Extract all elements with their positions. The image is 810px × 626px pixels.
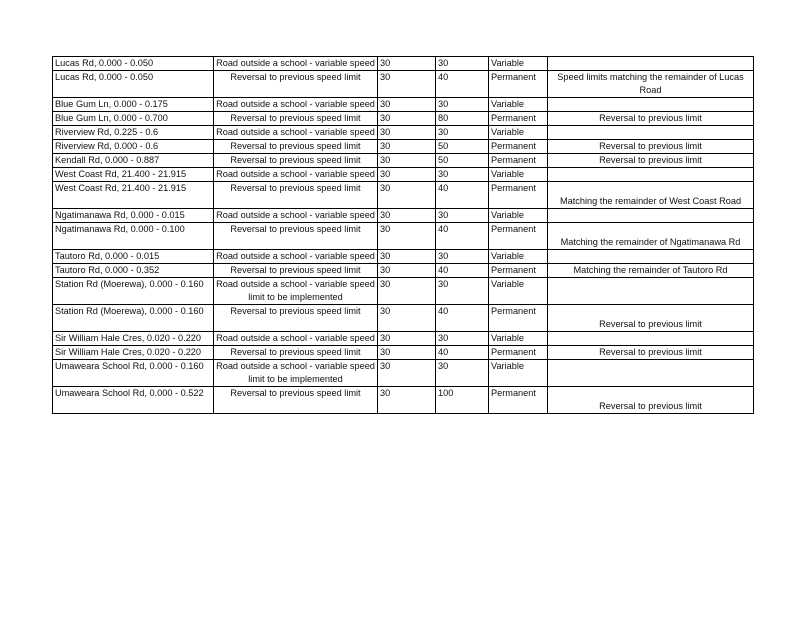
limit-category: Variable (489, 332, 548, 346)
limit-category: Variable (489, 126, 548, 140)
road-section: Tautoro Rd, 0.000 - 0.352 (53, 264, 214, 278)
limit-category: Variable (489, 250, 548, 264)
table-row (53, 209, 754, 223)
change-type: Road outside a school - variable speed (214, 332, 378, 346)
note: Speed limits matching the remainder of Lucas Road (548, 71, 754, 98)
change-type: Road outside a school - variable speed (214, 98, 378, 112)
table-row (53, 168, 754, 182)
table-row (53, 278, 754, 305)
limit-category: Permanent (489, 71, 548, 98)
proposed-speed: 30 (436, 126, 489, 140)
note (548, 126, 754, 140)
change-type: Road outside a school - variable speed (214, 209, 378, 223)
current-speed: 30 (378, 98, 436, 112)
note: Reversal to previous limit (548, 346, 754, 360)
change-type: Reversal to previous speed limit (214, 71, 378, 98)
change-type: Road outside a school - variable speed limit to be implemented (214, 360, 378, 387)
note: Matching the remainder of West Coast Road (548, 182, 754, 209)
proposed-speed: 30 (436, 98, 489, 112)
current-speed: 30 (378, 332, 436, 346)
table-row (53, 182, 754, 209)
note (548, 332, 754, 346)
limit-category: Variable (489, 209, 548, 223)
limit-category: Permanent (489, 140, 548, 154)
table-row (53, 250, 754, 264)
note (548, 278, 754, 305)
limit-category: Variable (489, 98, 548, 112)
change-type: Reversal to previous speed limit (214, 223, 378, 250)
proposed-speed: 50 (436, 140, 489, 154)
current-speed: 30 (378, 182, 436, 209)
limit-category: Variable (489, 360, 548, 387)
proposed-speed: 30 (436, 168, 489, 182)
current-speed: 30 (378, 264, 436, 278)
proposed-speed: 40 (436, 182, 489, 209)
table-row (53, 57, 754, 71)
change-type: Road outside a school - variable speed (214, 126, 378, 140)
proposed-speed: 40 (436, 305, 489, 332)
note (548, 360, 754, 387)
table-row (53, 387, 754, 414)
proposed-speed: 40 (436, 346, 489, 360)
change-type: Road outside a school - variable speed limit to be implemented (214, 278, 378, 305)
table-row (53, 332, 754, 346)
limit-category: Permanent (489, 182, 548, 209)
current-speed: 30 (378, 278, 436, 305)
note: Reversal to previous limit (548, 387, 754, 414)
current-speed: 30 (378, 112, 436, 126)
table-row (53, 305, 754, 332)
road-section: Station Rd (Moerewa), 0.000 - 0.160 (53, 278, 214, 305)
change-type: Road outside a school - variable speed (214, 168, 378, 182)
road-section: Station Rd (Moerewa), 0.000 - 0.160 (53, 305, 214, 332)
road-section: Riverview Rd, 0.225 - 0.6 (53, 126, 214, 140)
limit-category: Permanent (489, 346, 548, 360)
note (548, 98, 754, 112)
change-type: Reversal to previous speed limit (214, 346, 378, 360)
limit-category: Permanent (489, 305, 548, 332)
road-section: Umaweara School Rd, 0.000 - 0.522 (53, 387, 214, 414)
limit-category: Permanent (489, 112, 548, 126)
note: Matching the remainder of Ngatimanawa Rd (548, 223, 754, 250)
note (548, 168, 754, 182)
road-section: Lucas Rd, 0.000 - 0.050 (53, 71, 214, 98)
change-type: Road outside a school - variable speed (214, 250, 378, 264)
limit-category: Variable (489, 278, 548, 305)
proposed-speed: 30 (436, 250, 489, 264)
proposed-speed: 40 (436, 71, 489, 98)
current-speed: 30 (378, 209, 436, 223)
limit-category: Permanent (489, 387, 548, 414)
proposed-speed: 30 (436, 278, 489, 305)
proposed-speed: 80 (436, 112, 489, 126)
proposed-speed: 40 (436, 223, 489, 250)
table-row (53, 140, 754, 154)
change-type: Reversal to previous speed limit (214, 264, 378, 278)
current-speed: 30 (378, 154, 436, 168)
current-speed: 30 (378, 360, 436, 387)
current-speed: 30 (378, 250, 436, 264)
change-type: Reversal to previous speed limit (214, 387, 378, 414)
current-speed: 30 (378, 168, 436, 182)
road-section: Blue Gum Ln, 0.000 - 0.175 (53, 98, 214, 112)
limit-category: Permanent (489, 264, 548, 278)
road-section: Blue Gum Ln, 0.000 - 0.700 (53, 112, 214, 126)
limit-category: Variable (489, 168, 548, 182)
table-row (53, 223, 754, 250)
change-type: Road outside a school - variable speed (214, 57, 378, 71)
table-row (53, 71, 754, 98)
table-row (53, 264, 754, 278)
road-section: Ngatimanawa Rd, 0.000 - 0.015 (53, 209, 214, 223)
road-section: Ngatimanawa Rd, 0.000 - 0.100 (53, 223, 214, 250)
current-speed: 30 (378, 387, 436, 414)
current-speed: 30 (378, 126, 436, 140)
change-type: Reversal to previous speed limit (214, 112, 378, 126)
note (548, 209, 754, 223)
table-row (53, 346, 754, 360)
proposed-speed: 30 (436, 360, 489, 387)
note (548, 250, 754, 264)
current-speed: 30 (378, 346, 436, 360)
current-speed: 30 (378, 57, 436, 71)
proposed-speed: 30 (436, 332, 489, 346)
road-section: West Coast Rd, 21.400 - 21.915 (53, 168, 214, 182)
note: Reversal to previous limit (548, 140, 754, 154)
limit-category: Permanent (489, 223, 548, 250)
road-section: Sir William Hale Cres, 0.020 - 0.220 (53, 332, 214, 346)
road-section: Tautoro Rd, 0.000 - 0.015 (53, 250, 214, 264)
table-row (53, 112, 754, 126)
current-speed: 30 (378, 71, 436, 98)
road-section: Riverview Rd, 0.000 - 0.6 (53, 140, 214, 154)
road-section: West Coast Rd, 21.400 - 21.915 (53, 182, 214, 209)
limit-category: Variable (489, 57, 548, 71)
table-row (53, 154, 754, 168)
current-speed: 30 (378, 223, 436, 250)
table-row (53, 98, 754, 112)
current-speed: 30 (378, 140, 436, 154)
road-section: Umaweara School Rd, 0.000 - 0.160 (53, 360, 214, 387)
proposed-speed: 40 (436, 264, 489, 278)
change-type: Reversal to previous speed limit (214, 182, 378, 209)
road-section: Lucas Rd, 0.000 - 0.050 (53, 57, 214, 71)
road-section: Kendall Rd, 0.000 - 0.887 (53, 154, 214, 168)
proposed-speed: 50 (436, 154, 489, 168)
note: Reversal to previous limit (548, 305, 754, 332)
limit-category: Permanent (489, 154, 548, 168)
proposed-speed: 30 (436, 57, 489, 71)
change-type: Reversal to previous speed limit (214, 305, 378, 332)
proposed-speed: 30 (436, 209, 489, 223)
proposed-speed: 100 (436, 387, 489, 414)
current-speed: 30 (378, 305, 436, 332)
note: Reversal to previous limit (548, 112, 754, 126)
table-row (53, 360, 754, 387)
speed-limit-table (52, 56, 754, 414)
change-type: Reversal to previous speed limit (214, 140, 378, 154)
road-section: Sir William Hale Cres, 0.020 - 0.220 (53, 346, 214, 360)
table-row (53, 126, 754, 140)
note: Matching the remainder of Tautoro Rd (548, 264, 754, 278)
note: Reversal to previous limit (548, 154, 754, 168)
change-type: Reversal to previous speed limit (214, 154, 378, 168)
note (548, 57, 754, 71)
